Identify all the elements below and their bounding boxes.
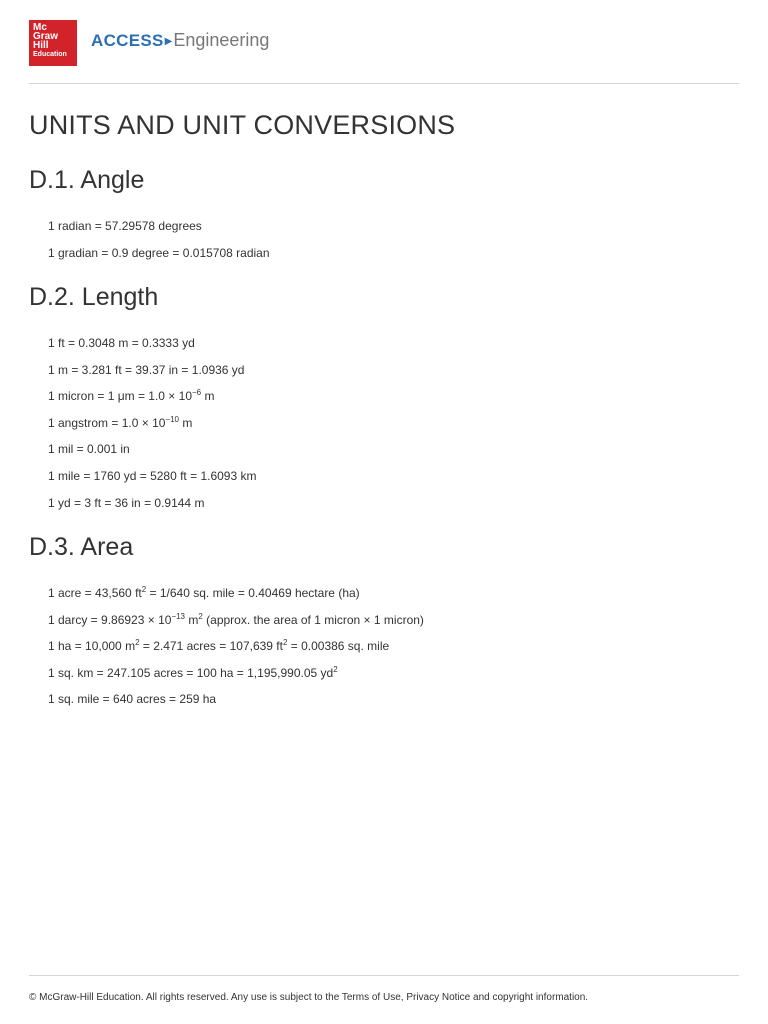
mcgraw-hill-logo[interactable] [29, 20, 77, 66]
section-heading: D.1. Angle [29, 166, 145, 194]
footer-divider [29, 975, 739, 976]
conversion-row: 1 angstrom = $1.0 \times 10^{-10}$ m [48, 414, 193, 430]
conversion-row: 1 micron = 1 $\mu m = 1.0 \times 10^{-6}$ m [48, 388, 215, 404]
item-list [29, 213, 729, 266]
item-list [29, 330, 729, 516]
item-list [29, 580, 729, 713]
conversion-row: 1 sq. mile = 640 acres = 259 ha [48, 692, 217, 707]
conversion-row: 1 yd = 3 ft = 36 in = 0.9144 m [48, 495, 205, 510]
brand-arrow-icon: ▶ [164, 36, 173, 47]
section-heading: D.3. Area [29, 533, 134, 561]
conversion-row: 1 darcy = $9.86923 \times 10^{-13}$ $m^2$ (approx. the area of 1 micron × 1 micron) [48, 611, 424, 627]
conversion-row: 1 ft = 0.3048 m = 0.3333 yd [48, 336, 195, 350]
logo-line: Education [33, 51, 67, 58]
conversion-row: 1 acre = 43,560 $ft^2 = 1/640$ sq. mile = 0.40469 hectare (ha) [48, 585, 360, 600]
conversion-row: 1 mil = 0.001 in [48, 442, 130, 457]
conversion-row: 1 m = 3.281 ft = 39.37 in = 1.0936 yd [48, 362, 245, 377]
logo-line: Hill [33, 40, 49, 51]
header [29, 20, 739, 68]
brand-light: Engineering [173, 30, 270, 50]
copyright-footer: © McGraw-Hill Education. All rights reserved. Any use is subject to the Terms of Use, Privacy Notice and copyright information. [29, 992, 589, 1003]
header-divider [29, 83, 739, 84]
conversion-row: 1 sq. km = 247.105 acres = 100 ha = 1,195,990.05 $yd^2$ [48, 664, 338, 680]
logo-line: Mc [33, 22, 47, 33]
conversion-row: 1 ha = 10,000 $m^2 = 2.471$ acres = 107,639 $ft^2 = 0.00386$ sq. mile [48, 638, 390, 654]
section-area [29, 533, 729, 713]
section-heading: D.2. Length [29, 283, 159, 311]
conversion-row: 1 mile = 1760 yd = 5280 ft = 1.6093 km [48, 468, 257, 483]
section-angle [29, 166, 729, 266]
conversion-row: 1 gradian = 0.9 degree = 0.015708 radian [48, 245, 270, 260]
logo-line: Graw [33, 31, 59, 42]
page-title: UNITS AND UNIT CONVERSIONS [29, 110, 456, 140]
brand-strong: ACCESS [91, 31, 164, 50]
access-engineering-logo[interactable] [91, 30, 269, 56]
conversion-row: 1 radian = 57.29578 degrees [48, 219, 202, 233]
section-length [29, 283, 729, 516]
